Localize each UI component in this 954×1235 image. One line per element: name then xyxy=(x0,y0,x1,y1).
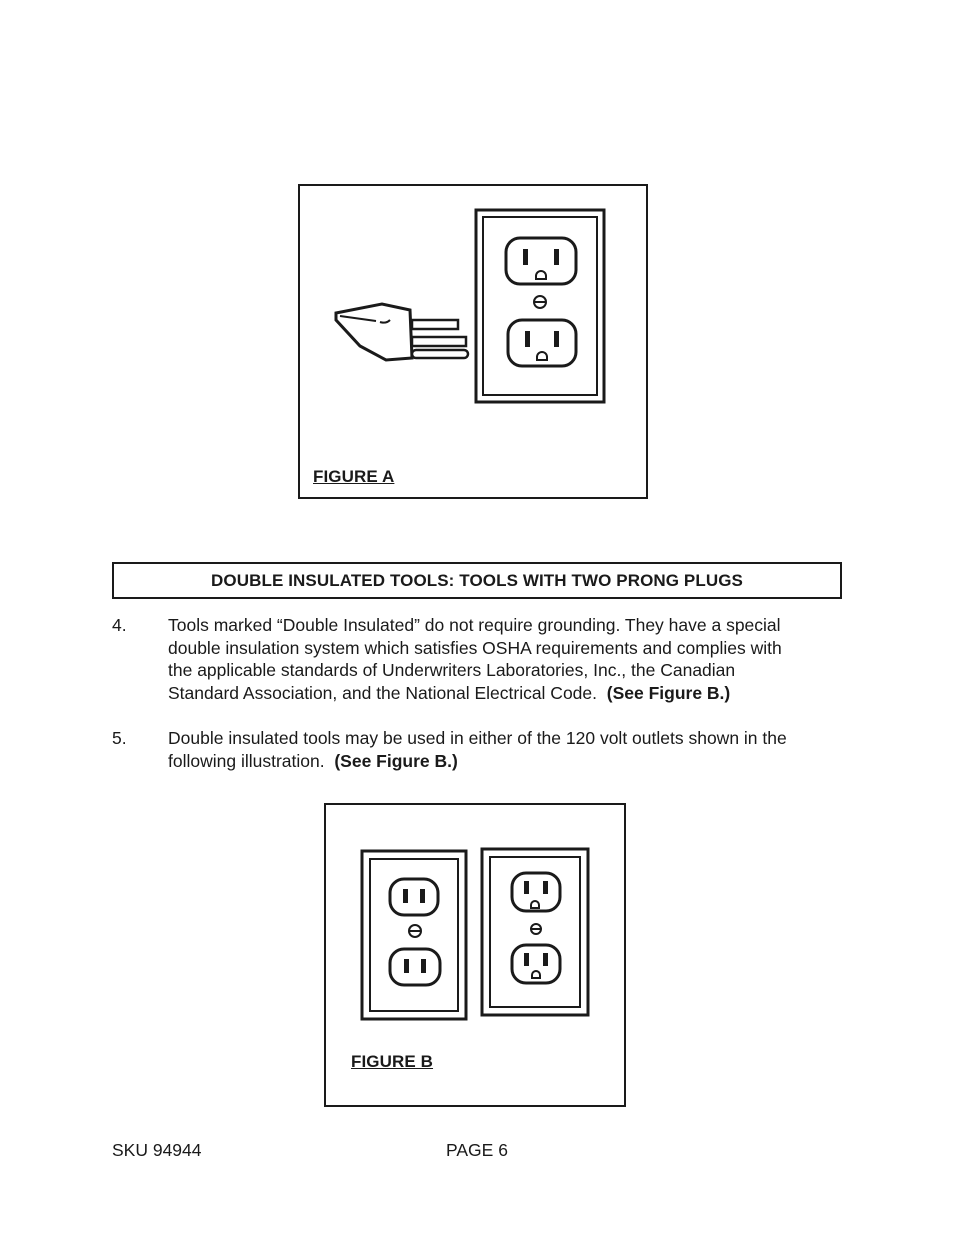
figure-a xyxy=(298,184,648,499)
grounded-plug-and-outlet-illustration xyxy=(300,186,646,497)
three-prong-outlet xyxy=(482,849,588,1015)
item-line: the applicable standards of Underwriters Laboratories, Inc., the Canadian xyxy=(168,660,736,680)
item-number: 5. xyxy=(112,728,127,748)
page-number: PAGE 6 xyxy=(446,1140,508,1160)
figure-reference: (See Figure B.) xyxy=(334,750,458,771)
item-body xyxy=(168,727,842,772)
sku-number: SKU 94944 xyxy=(112,1140,202,1160)
item-line xyxy=(168,682,842,705)
item-line: Double insulated tools may be used in either of the 120 volt outlets shown in the xyxy=(168,728,787,748)
two-prong-outlet xyxy=(362,851,466,1019)
section-heading: DOUBLE INSULATED TOOLS: TOOLS WITH TWO PRONG PLUGS xyxy=(112,562,842,599)
item-line xyxy=(168,750,842,773)
figure-a-caption: FIGURE A xyxy=(313,467,395,486)
figure-reference: (See Figure B.) xyxy=(606,682,731,703)
figure-b-caption: FIGURE B xyxy=(351,1052,434,1071)
item-number: 4. xyxy=(112,615,127,635)
item-line: Tools marked “Double Insulated” do not require grounding. They have a special xyxy=(168,615,781,635)
figure-b xyxy=(324,803,626,1107)
plug-body xyxy=(336,304,412,360)
item-line-text: Standard Association, and the National Electrical Code. xyxy=(168,682,598,703)
item-line: double insulation system which satisfies OSHA requirements and complies with xyxy=(168,637,782,658)
item-body xyxy=(168,614,842,704)
item-line-text: following illustration. xyxy=(168,750,325,771)
